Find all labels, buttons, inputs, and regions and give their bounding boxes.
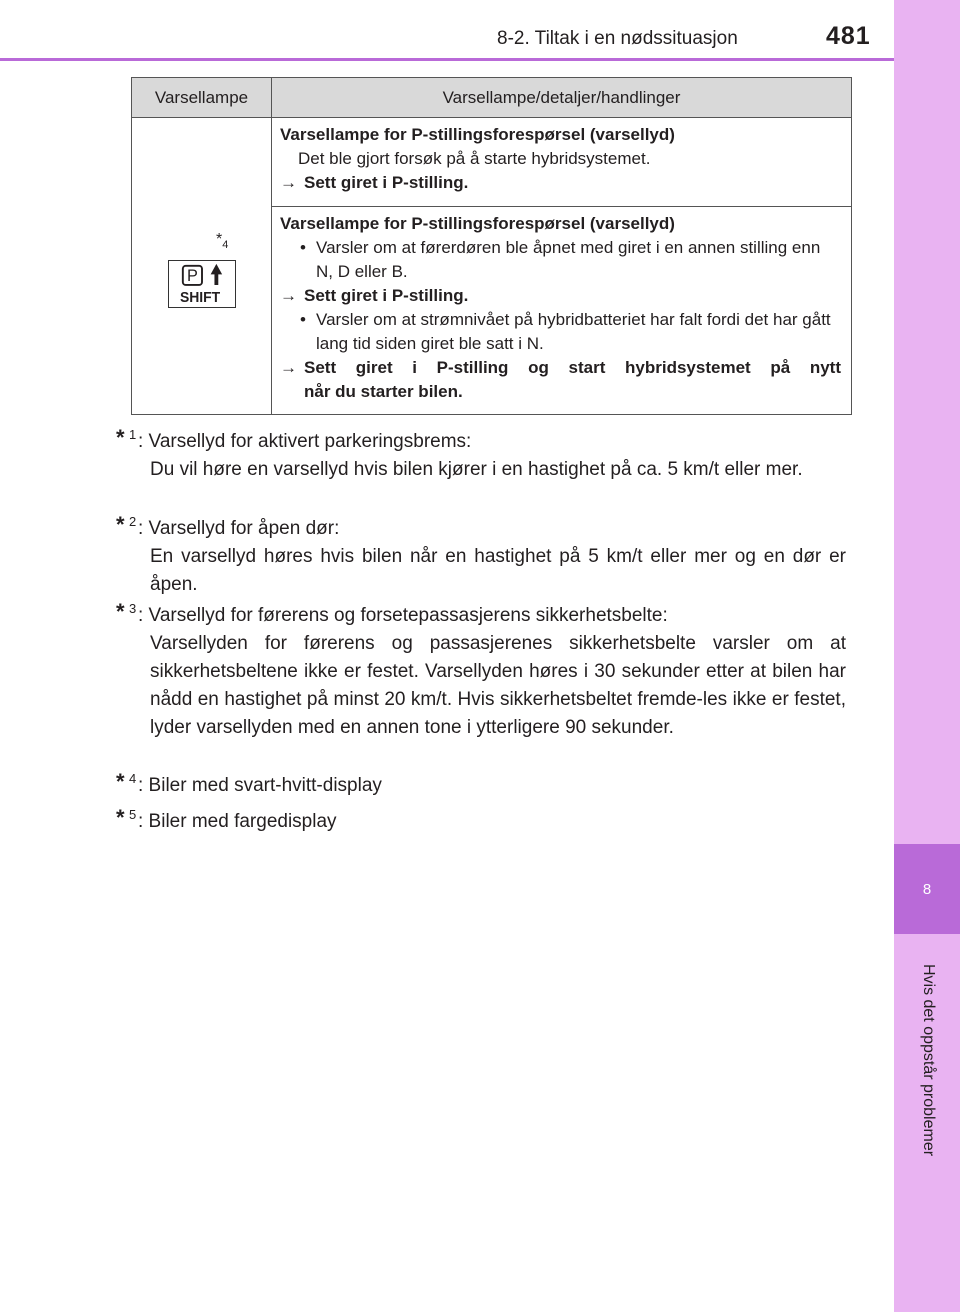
arrow-icon: → [280,286,297,305]
footnote-3: * 3 : Varsellyd for førerens og forsetepassasjerens sikkerhetsbelte: Varsellyden for førerens og passasjerenes sikkerhetsbelte varsler om at sikkerhetsbeltene ikke er festet. Varsellyden høres i 30 sekunder etter at bilen har nådd en hastighet på minst 20 km/t. Hvis sikkerhetsbeltet fremde-les ikke er festet, lyder varsellyden med en annen tone i ytterligere 90 sekunder. [116,599,846,738]
row-2-bullet-1: • Varsler om at førerdøren ble åpnet med giret i en annen stilling enn N, D eller B. [300,238,821,281]
row-1-text: Det ble gjort forsøk på å starte hybridsystemet. [298,149,651,168]
lamp-icon-word: SHIFT [179,290,221,307]
table-row [132,118,852,207]
details-cell-2 [272,207,852,415]
row-2-bullet-2: • Varsler om at strømnivået på hybridbatteriet har falt fordi det har gått lang tid siden giret ble satt i N. [300,310,831,353]
row-1-title: Varsellampe for P-stillingsforespørsel (varsellyd) [280,125,675,144]
table-header-row [132,78,852,118]
row-2-action-1: → Sett giret i P-stilling. [280,284,841,308]
arrow-icon: → [280,358,297,377]
arrow-icon: → [280,173,297,192]
footnote-2: * 2 : Varsellyd for åpen dør: En varsellyd høres hvis bilen når en hastighet på 5 km/t eller mer og en dør er åpen. [116,512,846,595]
row-1-action: → Sett giret i P-stilling. [280,171,841,195]
header-rule [0,58,894,61]
page-number: 481 [826,22,871,50]
lamp-footnote-ref: $*_4$ [216,231,229,252]
column-header-details: Varsellampe/detaljer/handlinger [272,78,852,118]
section-title: 8-2. Tiltak i en nødssituasjon [497,28,738,49]
column-header-lamp: Varsellampe [132,78,272,118]
footnote-4: * 4 : Biler med svart-hvitt-display [116,769,382,796]
footnote-5: * 5 : Biler med fargedisplay [116,805,337,832]
chapter-title-vertical [898,940,958,1180]
lamp-cell [132,118,272,415]
footnote-1: * 1 : Varsellyd for aktivert parkeringsbrems: Du vil høre en varsellyd hvis bilen kjører i en hastighet på ca. 5 km/t eller mer. [116,425,803,480]
row-2-action-2: → Sett giret i P-stilling og start hybridsystemet på nytt når du starter bilen. [280,356,841,404]
details-cell-1 [272,118,852,207]
chapter-title: Hvis det oppstår problemer [920,963,937,1157]
lamp-icon-letter: P [186,267,198,286]
row-2-title: Varsellampe for P-stillingsforespørsel (varsellyd) [280,214,675,233]
chapter-number-badge: 8 [894,844,960,934]
warning-lamp-table [131,77,852,415]
p-shift-lamp-icon [168,260,236,308]
